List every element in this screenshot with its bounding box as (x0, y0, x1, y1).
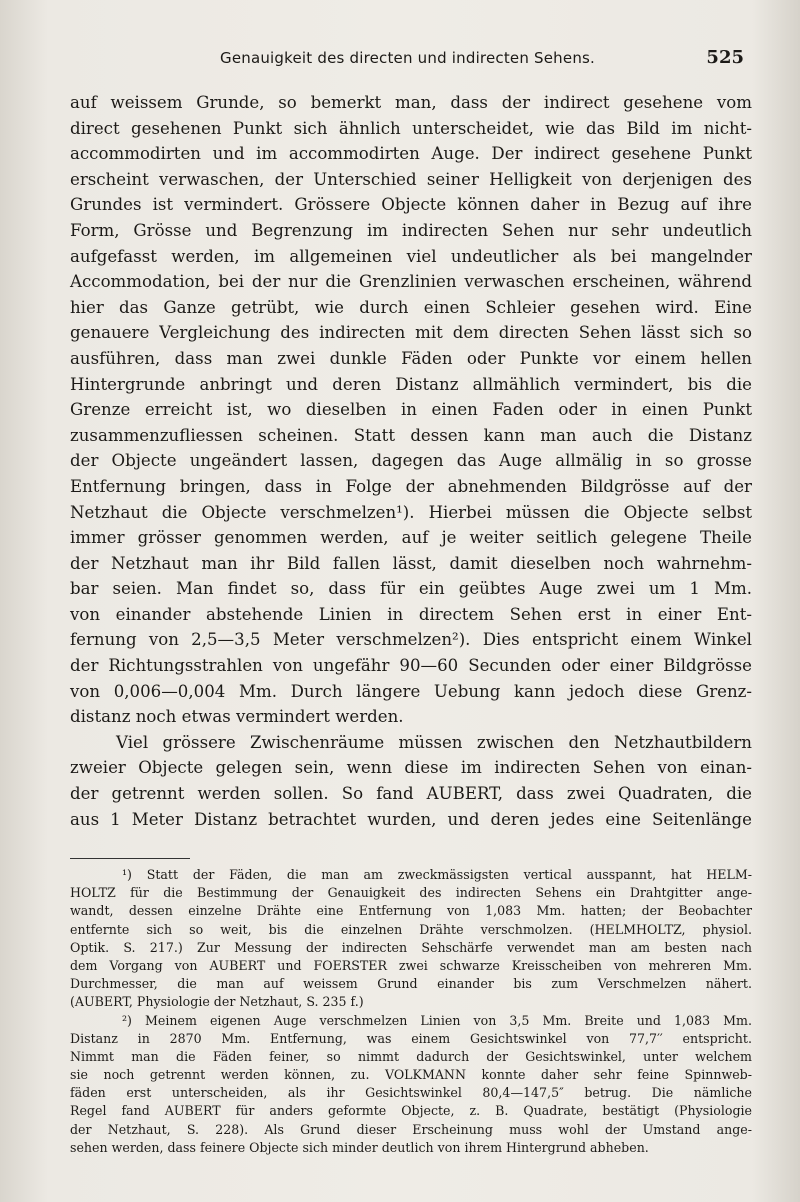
body-line: immer grösser genommen werden, auf je weiter seitlich gelegene Theile (70, 528, 752, 548)
body-line: auf weissem Grunde, so bemerkt man, dass der indirect gesehene vom (70, 93, 752, 112)
body-line: distanz noch etwas vermindert werden. (70, 707, 404, 727)
body-line: Viel grössere Zwischenräume müssen zwischen den Netzhautbildern (116, 732, 752, 752)
footnote-line: Nimmt man die Fäden feiner, so nimmt dadurch der Gesichtswinkel, unter welchem (70, 1048, 752, 1064)
body-line: Grenze erreicht ist, wo dieselben in einen Faden oder in einen Punkt (70, 400, 752, 420)
body-line: bar seien. Man findet so, dass für ein geübtes Auge zwei um 1 Mm. (70, 579, 752, 599)
body-line: Hintergrunde anbringt und deren Distanz allmählich vermindert, bis die (70, 374, 752, 394)
footnote-line: dem Vorgang von AUBERT und FOERSTER zwei schwarze Kreisscheiben von mehreren Mm. (70, 957, 752, 973)
footnote-line: (AUBERT, Physiologie der Netzhaut, S. 235 f.) (70, 994, 364, 1010)
page-header (70, 47, 750, 73)
body-line: der Richtungsstrahlen von ungefähr 90—60 Secunden oder einer Bildgrösse (70, 656, 752, 676)
footnote-line: sehen werden, dass feinere Objecte sich minder deutlich von ihrem Hintergrund abheben. (70, 1139, 649, 1155)
footnote-line: ²) Meinem eigenen Auge verschmelzen Linien von 3,5 Mm. Breite und 1,083 Mm. (122, 1012, 752, 1028)
body-line: Grundes ist vermindert. Grössere Objecte können daher in Bezug auf ihre (70, 195, 752, 215)
body-line: von 0,006—0,004 Mm. Durch längere Uebung kann jedoch diese Grenz- (70, 681, 752, 701)
body-line: ausführen, dass man zwei dunkle Fäden oder Punkte vor einem hellen (70, 348, 752, 368)
footnote-line: ¹) Statt der Fäden, die man am zweckmässigsten vertical ausspannt, hat HELM- (122, 867, 752, 882)
body-line: der getrennt werden sollen. So fand AUBERT, dass zwei Quadraten, die (70, 784, 752, 804)
footnote-rule (70, 858, 190, 859)
footnote-line: Regel fand AUBERT für anders geformte Objecte, z. B. Quadrate, bestätigt (Physiologie (70, 1103, 752, 1119)
body-line: erscheint verwaschen, der Unterschied seiner Helligkeit von derjenigen des (70, 169, 752, 189)
body-line: aus 1 Meter Distanz betrachtet wurden, und deren jedes eine Seitenlänge (70, 809, 752, 829)
footnote-line: HOLTZ für die Bestimmung der Genauigkeit des indirecten Sehens ein Drahtgitter ange- (70, 885, 752, 901)
body-line: von einander abstehende Linien in directem Sehen erst in einer Ent- (70, 604, 752, 624)
footnotes (70, 866, 752, 1157)
footnote-line: fäden erst unterscheiden, als ihr Gesichtswinkel 80,4—147,5″ betrug. Die nämliche (70, 1085, 752, 1101)
page-number: 525 (706, 47, 744, 68)
body-line: hier das Ganze getrübt, wie durch einen Schleier gesehen wird. Eine (70, 297, 752, 317)
body-line: zusammenzufliessen scheinen. Statt dessen kann man auch die Distanz (70, 425, 752, 445)
body-line: genauere Vergleichung des indirecten mit dem directen Sehen lässt sich so (70, 323, 752, 343)
body-line: Form, Grösse und Begrenzung im indirecten Sehen nur sehr undeutlich (70, 220, 752, 240)
body-line: direct gesehenen Punkt sich ähnlich unterscheidet, wie das Bild im nicht- (70, 118, 752, 138)
body-line: Entfernung bringen, dass in Folge der abnehmenden Bildgrösse auf der (70, 476, 752, 496)
running-title: Genauigkeit des directen und indirecten Sehens. (220, 49, 596, 67)
body-line: der Objecte ungeändert lassen, dagegen das Auge allmälig in so grosse (70, 451, 752, 471)
body-text (70, 90, 752, 832)
body-line: accommodirten und im accommodirten Auge. Der indirect gesehene Punkt (70, 144, 752, 164)
body-line: Netzhaut die Objecte verschmelzen¹). Hierbei müssen die Objecte selbst (70, 502, 752, 522)
body-line: fernung von 2,5—3,5 Meter verschmelzen²). Dies entspricht einem Winkel (70, 630, 752, 650)
footnote-line: der Netzhaut, S. 228). Als Grund dieser Erscheinung muss wohl der Umstand ange- (70, 1121, 752, 1137)
body-line: zweier Objecte gelegen sein, wenn diese im indirecten Sehen von einan- (70, 758, 752, 778)
footnote-line: Distanz in 2870 Mm. Entfernung, was einem Gesichtswinkel von 77,7′′ entspricht. (70, 1030, 752, 1046)
footnote-line: Optik. S. 217.) Zur Messung der indirecten Sehschärfe verwendet man am besten nach (70, 939, 752, 955)
footnote-line: sie noch getrennt werden können, zu. VOLKMANN konnte daher sehr feine Spinnweb- (70, 1067, 752, 1083)
footnote-line: wandt, dessen einzelne Drähte eine Entfernung von 1,083 Mm. hatten; der Beobachter (70, 903, 752, 919)
body-line: aufgefasst werden, im allgemeinen viel undeutlicher als bei mangelnder (70, 246, 752, 266)
footnote-line: Durchmesser, die man auf weissem Grund einander bis zum Verschmelzen nähert. (70, 976, 752, 992)
footnote-line: entfernte sich so weit, bis die einzelnen Drähte verschmolzen. (HELMHOLTZ, physiol. (70, 921, 752, 937)
body-line: Accommodation, bei der nur die Grenzlinien verwaschen erscheinen, während (70, 272, 752, 292)
body-line: der Netzhaut man ihr Bild fallen lässt, damit dieselben noch wahrnehm- (70, 553, 752, 573)
